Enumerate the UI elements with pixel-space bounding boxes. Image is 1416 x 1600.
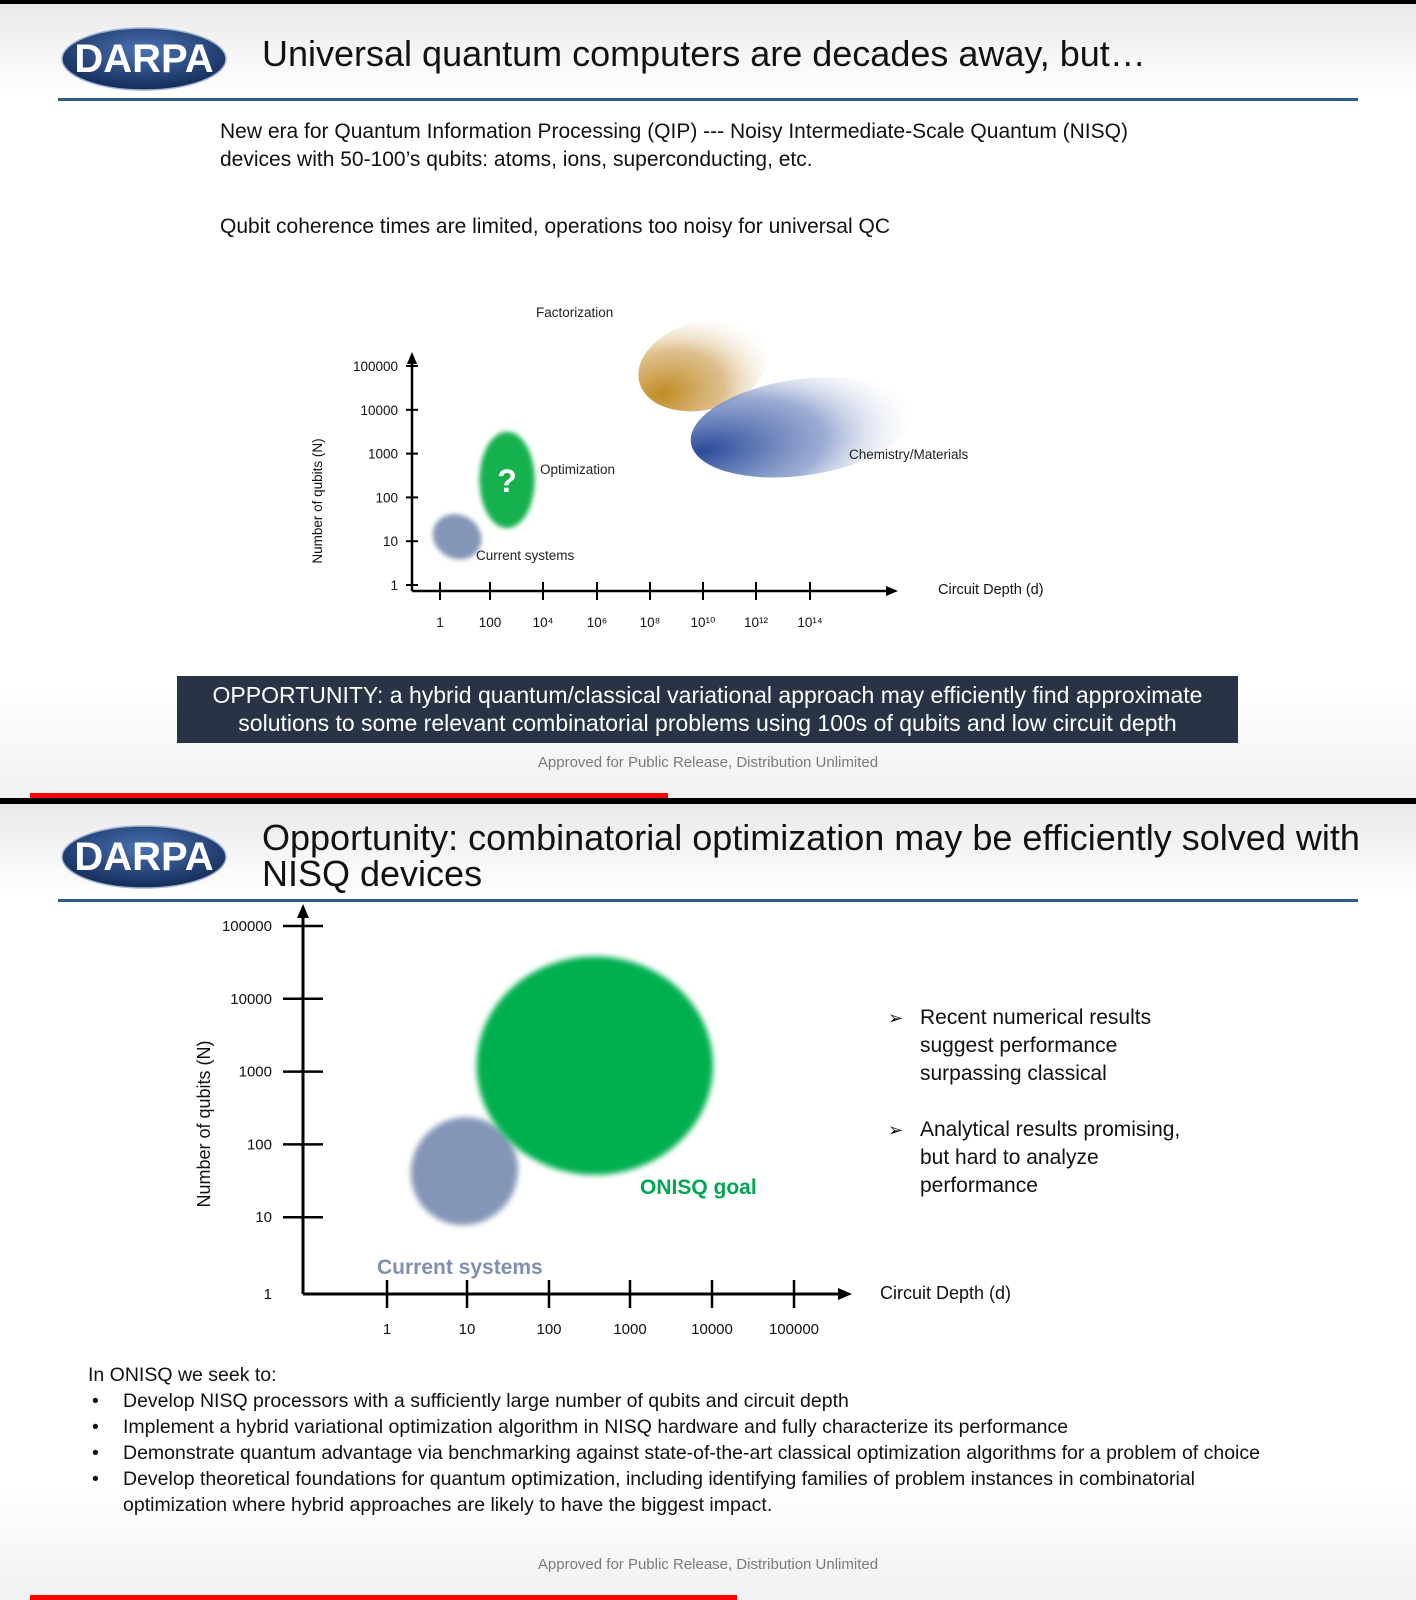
x-tick-label: 10¹² <box>743 615 769 630</box>
darpa-logo <box>60 824 228 890</box>
aim-item <box>88 1388 1388 1414</box>
y-tick-label: 10 <box>382 534 398 550</box>
y-tick-label: 1 <box>263 1286 272 1303</box>
slide-1 <box>0 4 1416 798</box>
aims-intro: In ONISQ we seek to: <box>88 1364 277 1386</box>
x-tick-label: 100 <box>478 615 502 630</box>
aim-item <box>88 1466 1388 1518</box>
region-label-optimization: Optimization <box>540 462 616 477</box>
video-progress-bar[interactable] <box>30 793 668 798</box>
y-tick-label: 1000 <box>238 1063 272 1081</box>
x-tick-label: 10¹⁴ <box>797 615 823 630</box>
y-tick-label: 100000 <box>352 359 398 374</box>
title-rule <box>58 98 1358 101</box>
x-axis-arrow <box>838 1288 852 1300</box>
y-axis-label: Number of qubits (N) <box>194 1040 214 1208</box>
intro-paragraph <box>220 118 1128 174</box>
banner-line: solutions to some relevant combinatorial problems using 100s of qubits and low circuit depth <box>238 710 1177 736</box>
x-tick-label: 10⁴ <box>532 615 554 630</box>
x-axis-arrow <box>886 586 898 596</box>
x-axis-label: Circuit Depth (d) <box>938 582 1044 598</box>
y-tick-label: 100000 <box>221 918 272 935</box>
aim-item <box>88 1440 1388 1466</box>
qubits-vs-depth-chart <box>290 284 1070 644</box>
svg-text:DARPA: DARPA <box>74 37 214 81</box>
svg-text:DARPA: DARPA <box>74 835 214 879</box>
y-axis-arrow <box>407 352 417 364</box>
video-progress-bar[interactable] <box>30 1595 737 1600</box>
intro-line: New era for Quantum Information Processing (QIP) --- Noisy Intermediate-Scale Quantum (NISQ) <box>220 120 1128 143</box>
finding-line: but hard to analyze <box>920 1146 1099 1169</box>
intro-line: devices with 50-100’s qubits: atoms, ions, superconducting, etc. <box>220 148 813 171</box>
x-tick-label: 10⁶ <box>586 615 608 630</box>
release-footer: Approved for Public Release, Distribution Unlimited <box>537 754 879 771</box>
aims-list <box>88 1388 1388 1518</box>
x-tick-label: 10 <box>458 1321 476 1338</box>
bullet-dot-icon: • <box>92 1442 99 1464</box>
finding-line: suggest performance <box>920 1034 1118 1057</box>
slide-2 <box>0 804 1416 1600</box>
x-tick-label: 1 <box>382 1321 392 1338</box>
x-tick-label: 1000 <box>613 1321 647 1338</box>
banner-line: OPPORTUNITY: a hybrid quantum/classical variational approach may efficiently find approximate <box>212 682 1203 708</box>
arrow-bullet-icon: ➢ <box>888 1120 904 1140</box>
y-tick-label: 1000 <box>367 446 398 462</box>
aim-line: optimization where hybrid approaches are likely to have the biggest impact. <box>123 1494 773 1516</box>
finding-line: surpassing classical <box>920 1062 1107 1085</box>
x-tick-label: 1 <box>436 615 444 630</box>
aim-line: Develop theoretical foundations for quantum optimization, including identifying families of problem instances in combinatorial <box>123 1468 1196 1490</box>
y-tick-label: 10000 <box>360 402 398 418</box>
region-marker: ? <box>497 462 517 499</box>
slide-title: Universal quantum computers are decades away, but… <box>262 33 1146 74</box>
y-tick-label: 100 <box>375 490 398 506</box>
region-onisq-goal <box>477 956 713 1174</box>
region-label-current-systems: Current systems <box>476 548 575 563</box>
title-rule <box>58 899 1358 902</box>
bullet-dot-icon: • <box>92 1468 99 1490</box>
y-axis-arrow <box>297 904 309 918</box>
x-tick-label: 100000 <box>768 1321 820 1338</box>
slide-title <box>262 817 1360 894</box>
opportunity-banner <box>177 676 1238 743</box>
title-line: NISQ devices <box>262 853 483 894</box>
y-tick-label: 10 <box>255 1209 272 1227</box>
finding-line: Analytical results promising, <box>920 1118 1181 1141</box>
y-tick-label: 10000 <box>230 990 272 1008</box>
x-tick-label: 10¹⁰ <box>690 615 716 630</box>
finding-item <box>888 1116 1228 1200</box>
y-tick-label: 100 <box>246 1136 272 1154</box>
aims-section <box>88 1362 1388 1518</box>
region-label-chemistry-materials: Chemistry/Materials <box>849 447 969 462</box>
arrow-bullet-icon: ➢ <box>888 1008 904 1028</box>
y-tick-label: 1 <box>390 578 398 593</box>
x-tick-label: 100 <box>536 1321 562 1338</box>
coherence-paragraph: Qubit coherence times are limited, operations too noisy for universal QC <box>220 215 890 238</box>
finding-line: Recent numerical results <box>920 1006 1152 1029</box>
aim-item <box>88 1414 1388 1440</box>
bullet-dot-icon: • <box>92 1390 99 1412</box>
region-label-factorization: Factorization <box>536 305 614 320</box>
aim-line: Implement a hybrid variational optimization algorithm in NISQ hardware and fully characterize its performance <box>123 1416 1069 1438</box>
aim-line: Demonstrate quantum advantage via benchmarking against state-of-the-art classical optimization algorithms for a problem of choice <box>123 1442 1260 1464</box>
aim-line: Develop NISQ processors with a sufficiently large number of qubits and circuit depth <box>123 1390 849 1412</box>
x-tick-label: 10⁸ <box>639 615 661 630</box>
region-label-current-systems: Current systems <box>377 1256 543 1279</box>
x-axis-label: Circuit Depth (d) <box>880 1283 1012 1303</box>
findings-list <box>888 1004 1228 1228</box>
darpa-logo <box>60 26 228 92</box>
finding-item <box>888 1004 1228 1088</box>
bullet-dot-icon: • <box>92 1416 99 1438</box>
release-footer: Approved for Public Release, Distribution Unlimited <box>537 1556 879 1573</box>
y-axis-label: Number of qubits (N) <box>310 438 325 564</box>
x-tick-label: 10000 <box>691 1321 733 1338</box>
finding-line: performance <box>920 1174 1038 1197</box>
title-line: Opportunity: combinatorial optimization may be efficiently solved with <box>262 817 1360 858</box>
region-label-onisq-goal: ONISQ goal <box>640 1176 757 1199</box>
